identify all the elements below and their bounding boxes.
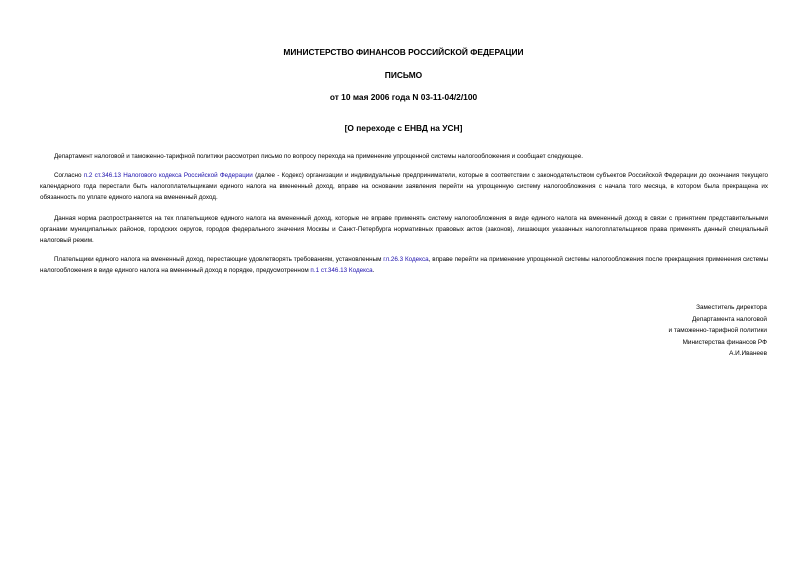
signature-ministry: Министерства финансов РФ bbox=[682, 338, 767, 346]
signature-name: А.И.Иванеев bbox=[729, 350, 767, 358]
paragraph-3-text: Данная норма распространяется на тех плательщиков единого налога на вмененный доход, которые не вправе применять систему налогообложения в виде единого налога на вмененный доход в связи с принятием представительными органами муниципальных районов, городских округов, городов федерального значения Москвы и Санкт-Петербурга нормативных правовых актов (законов), лишающих указанных налогоплательщиков права применять данный специальный налоговый режим. bbox=[40, 215, 768, 244]
document-date-number: от 10 мая 2006 года N 03-11-04/2/100 bbox=[329, 92, 478, 102]
signature-block bbox=[567, 302, 767, 360]
article-346-13-link[interactable]: п.1 ст.346.13 Кодекса bbox=[310, 267, 373, 274]
paragraph-3 bbox=[40, 213, 768, 246]
paragraph-4-text-end: . bbox=[372, 267, 375, 274]
paragraph-2-text-end: (далее - Кодекс) организации и индивидуальные предприниматели, которые в соответствии с законодательством субъектов Российской Федерации до окончания текущего календарного года перестали быть налогоплательщиками единого налога на вмененный доход, вправе на основании заявления перейти на упрощенную систему налогообложения с начала того месяца, в котором была прекращена их обязанность по уплате единого налога на вмененный доход. bbox=[40, 172, 769, 201]
signature-department: Департамента налоговой bbox=[691, 315, 767, 323]
signature-department-cont: и таможенно-тарифной политики bbox=[668, 327, 767, 335]
paragraph-4-text-start: Плательщики единого налога на вмененный доход, перестающие удовлетворять требованиям, установленным bbox=[54, 256, 384, 263]
paragraph-2-text-start: Согласно bbox=[54, 172, 84, 179]
paragraph-1-text: Департамент налоговой и таможенно-тарифной политики рассмотрел письмо по вопросу перехода на применение упрощенной системы налогообложения и сообщает следующее. bbox=[54, 153, 583, 160]
paragraph-2 bbox=[40, 170, 768, 203]
paragraph-1 bbox=[40, 151, 768, 162]
tax-code-article-link[interactable]: п.2 ст.346.13 Налогового кодекса Российской Федерации bbox=[83, 172, 253, 179]
paragraph-4-text-middle: , вправе перейти на применение упрощенной системы налогообложения после прекращения применения системы налогообложения в виде единого налога на вмененный доход в порядке, предусмотренном bbox=[40, 256, 768, 274]
document-type: ПИСЬМО bbox=[384, 70, 423, 80]
ministry-heading: МИНИСТЕРСТВО ФИНАНСОВ РОССИЙСКОЙ ФЕДЕРАЦИИ bbox=[283, 47, 524, 57]
chapter-26-3-link[interactable]: гл.26.3 Кодекса bbox=[383, 256, 429, 263]
signature-position: Заместитель директора bbox=[696, 304, 767, 311]
document-subject: [О переходе с ЕНВД на УСН] bbox=[344, 123, 463, 133]
paragraph-4 bbox=[40, 254, 768, 276]
